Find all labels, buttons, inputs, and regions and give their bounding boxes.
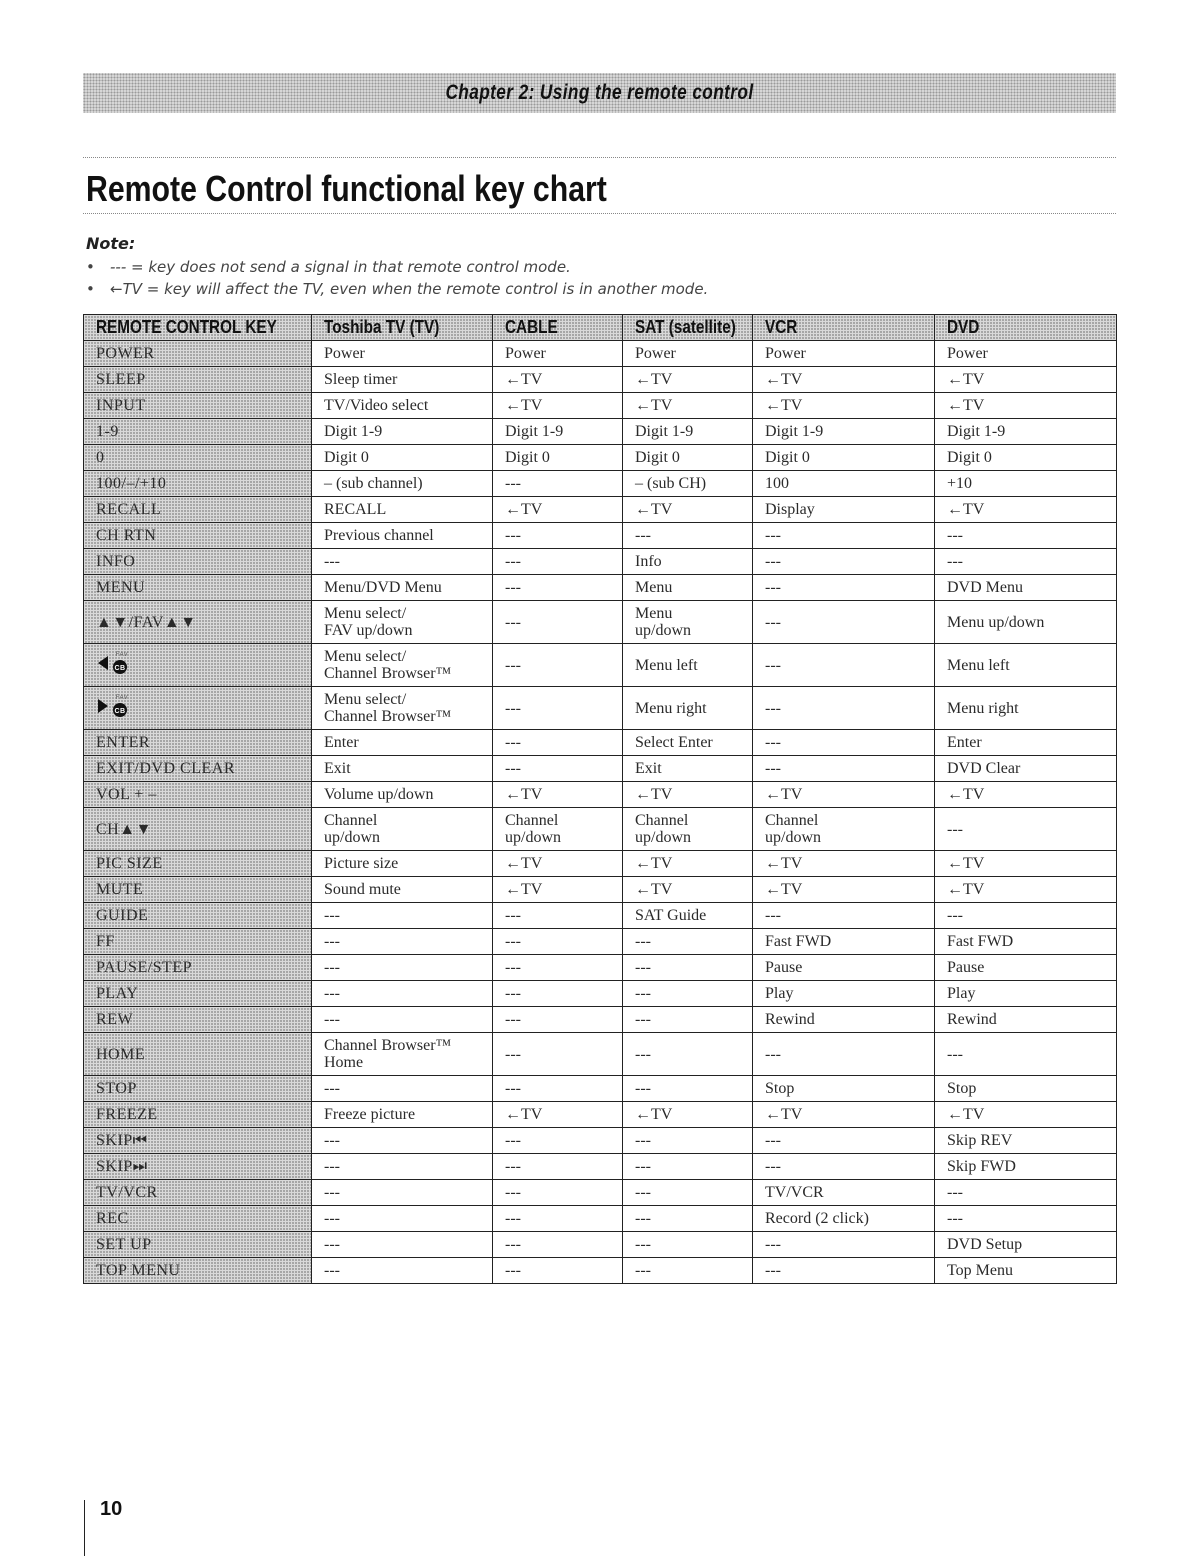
function-cell: DVD Setup [935, 1232, 1117, 1258]
function-cell: --- [493, 1154, 623, 1180]
function-cell: Record (2 click) [753, 1206, 935, 1232]
function-cell: --- [312, 1128, 493, 1154]
function-cell: --- [753, 1258, 935, 1284]
column-header-label: CABLE [505, 317, 558, 337]
function-cell: --- [493, 687, 623, 730]
page-title: Remote Control functional key chart [86, 168, 607, 209]
table-row [84, 877, 1117, 903]
remote-key-cell [84, 955, 312, 981]
function-cell: Menu select/ Channel Browser™ [312, 687, 493, 730]
column-header-label: DVD [947, 317, 980, 337]
function-cell: Exit [312, 756, 493, 782]
title-rule-top [83, 157, 1116, 158]
function-cell: --- [935, 1206, 1117, 1232]
function-cell: 100 [753, 471, 935, 497]
remote-key-label: PAUSE/STEP [96, 959, 192, 976]
function-cell: ←TV [753, 782, 935, 808]
function-cell: --- [623, 1033, 753, 1076]
function-cell: --- [623, 1232, 753, 1258]
function-cell: --- [623, 523, 753, 549]
table-row [84, 549, 1117, 575]
table-row [84, 1007, 1117, 1033]
remote-key-cell [84, 497, 312, 523]
function-cell: Channel up/down [493, 808, 623, 851]
table-row [84, 782, 1117, 808]
remote-key-cell [84, 1033, 312, 1076]
remote-key-label: REW [96, 1011, 134, 1028]
function-cell: --- [493, 471, 623, 497]
remote-key-cell [84, 687, 312, 730]
remote-key-label: HOME [96, 1045, 146, 1063]
function-cell: --- [493, 903, 623, 929]
table-row [84, 1258, 1117, 1284]
remote-key-cell [84, 549, 312, 575]
function-cell: RECALL [312, 497, 493, 523]
function-cell: --- [623, 1180, 753, 1206]
function-cell: Info [623, 549, 753, 575]
remote-key-label: RECALL [96, 501, 162, 518]
table-row [84, 756, 1117, 782]
remote-key-label: MUTE [96, 881, 144, 898]
column-header [753, 315, 935, 341]
key-chart-table [83, 314, 1117, 1284]
function-cell: --- [312, 955, 493, 981]
function-cell: – (sub channel) [312, 471, 493, 497]
function-cell: ←TV [493, 497, 623, 523]
function-cell: Power [493, 341, 623, 367]
function-cell: --- [623, 1258, 753, 1284]
function-cell: TV/Video select [312, 393, 493, 419]
svg-text:CB: CB [114, 708, 126, 715]
note-item [86, 258, 708, 276]
remote-key-cell [84, 1206, 312, 1232]
function-cell: Power [935, 341, 1117, 367]
function-cell: Sleep timer [312, 367, 493, 393]
function-cell: Top Menu [935, 1258, 1117, 1284]
function-cell: Fast FWD [753, 929, 935, 955]
function-cell: --- [312, 903, 493, 929]
function-cell: --- [623, 1007, 753, 1033]
table-row [84, 341, 1117, 367]
function-cell: ←TV [493, 393, 623, 419]
remote-key-cell [84, 367, 312, 393]
bullet-icon: • [86, 280, 95, 298]
function-cell: DVD Menu [935, 575, 1117, 601]
remote-key-cell [84, 877, 312, 903]
function-cell: --- [493, 730, 623, 756]
function-cell: Rewind [753, 1007, 935, 1033]
function-cell: --- [312, 1154, 493, 1180]
function-cell: --- [493, 601, 623, 644]
function-cell: Rewind [935, 1007, 1117, 1033]
remote-key-label: POWER [96, 345, 155, 362]
table-row [84, 687, 1117, 730]
remote-key-label: FF [96, 933, 115, 950]
function-cell: ←TV [753, 1102, 935, 1128]
remote-key-cell [84, 756, 312, 782]
remote-key-cell [84, 929, 312, 955]
function-cell: --- [493, 575, 623, 601]
function-cell: --- [753, 903, 935, 929]
function-cell: – (sub CH) [623, 471, 753, 497]
function-cell: Enter [312, 730, 493, 756]
function-cell: ←TV [935, 367, 1117, 393]
function-cell: ←TV [623, 782, 753, 808]
remote-key-label: ▲▼/FAV▲▼ [96, 613, 197, 631]
remote-key-label: SKIP⏮ [96, 1132, 148, 1149]
function-cell: Skip REV [935, 1128, 1117, 1154]
function-cell: ←TV [935, 497, 1117, 523]
svg-text:FAV: FAV [115, 652, 129, 658]
remote-key-label: 1-9 [96, 423, 119, 440]
function-cell: --- [623, 981, 753, 1007]
remote-key-cell [84, 341, 312, 367]
remote-key-cell [84, 808, 312, 851]
remote-key-label: CH▲▼ [96, 820, 152, 838]
function-cell: --- [753, 1154, 935, 1180]
function-cell: --- [493, 1258, 623, 1284]
function-cell: Digit 1-9 [312, 419, 493, 445]
remote-key-label: VOL + – [96, 786, 157, 803]
function-cell: Digit 0 [493, 445, 623, 471]
function-cell: --- [935, 1033, 1117, 1076]
function-cell: --- [753, 1128, 935, 1154]
function-cell: Menu right [935, 687, 1117, 730]
function-cell: Channel up/down [312, 808, 493, 851]
function-cell: --- [623, 1076, 753, 1102]
function-cell: --- [312, 1180, 493, 1206]
column-header [493, 315, 623, 341]
column-header [84, 315, 312, 341]
function-cell: ←TV [493, 851, 623, 877]
note-heading: Note: [86, 234, 136, 253]
function-cell: Digit 0 [623, 445, 753, 471]
function-cell: Power [623, 341, 753, 367]
table-row [84, 955, 1117, 981]
function-cell: --- [312, 981, 493, 1007]
remote-key-label: INPUT [96, 397, 146, 414]
table-row [84, 1180, 1117, 1206]
function-cell: --- [493, 1076, 623, 1102]
function-cell: --- [493, 1232, 623, 1258]
function-cell: SAT Guide [623, 903, 753, 929]
remote-key-label: PLAY [96, 985, 139, 1002]
function-cell: Menu [623, 575, 753, 601]
function-cell: Stop [753, 1076, 935, 1102]
column-header-label: Toshiba TV (TV) [324, 317, 440, 337]
function-cell: Channel up/down [623, 808, 753, 851]
table-row [84, 1232, 1117, 1258]
remote-key-cell [84, 1154, 312, 1180]
svg-text:FAV: FAV [115, 695, 129, 701]
remote-key-label: SLEEP [96, 371, 146, 388]
page-number-rule [84, 1500, 85, 1556]
note-item-text: --- = key does not send a signal in that remote control mode. [110, 258, 571, 276]
remote-key-label: 100/–/+10 [96, 475, 167, 492]
function-cell: ←TV [493, 1102, 623, 1128]
function-cell: --- [935, 808, 1117, 851]
remote-key-cell [84, 1258, 312, 1284]
function-cell: Menu select/ Channel Browser™ [312, 644, 493, 687]
table-header-row [84, 315, 1117, 341]
table-row [84, 1154, 1117, 1180]
function-cell: ←TV [623, 877, 753, 903]
function-cell: ←TV [493, 877, 623, 903]
page-number: 10 [100, 1498, 123, 1520]
remote-key-cell [84, 730, 312, 756]
function-cell: --- [312, 1206, 493, 1232]
remote-key-label: REC [96, 1210, 129, 1227]
function-cell: Channel up/down [753, 808, 935, 851]
table-row [84, 393, 1117, 419]
table-row [84, 851, 1117, 877]
function-cell: Menu up/down [935, 601, 1117, 644]
function-cell: Digit 0 [312, 445, 493, 471]
function-cell: Enter [935, 730, 1117, 756]
function-cell: --- [753, 523, 935, 549]
table-row [84, 981, 1117, 1007]
remote-key-cell [84, 644, 312, 687]
table-body [84, 341, 1117, 1284]
function-cell: ←TV [623, 497, 753, 523]
function-cell: ←TV [623, 393, 753, 419]
function-cell: ←TV [935, 877, 1117, 903]
remote-key-label: CH RTN [96, 527, 157, 544]
remote-key-cell [84, 419, 312, 445]
note-block [86, 234, 708, 298]
function-cell: --- [493, 644, 623, 687]
remote-key-label: TV/VCR [96, 1184, 158, 1201]
function-cell: --- [753, 549, 935, 575]
function-cell: Pause [935, 955, 1117, 981]
function-cell: --- [935, 903, 1117, 929]
remote-key-label: SET UP [96, 1236, 152, 1253]
function-cell: ←TV [935, 1102, 1117, 1128]
function-cell: --- [623, 929, 753, 955]
remote-key-cell [84, 1128, 312, 1154]
function-cell: ←TV [935, 393, 1117, 419]
remote-key-cell [84, 1076, 312, 1102]
column-header-label: VCR [765, 317, 798, 337]
table-row [84, 808, 1117, 851]
remote-key-cell [84, 393, 312, 419]
function-cell: +10 [935, 471, 1117, 497]
function-cell: --- [935, 523, 1117, 549]
function-cell: Menu left [623, 644, 753, 687]
function-cell: --- [493, 981, 623, 1007]
function-cell: Skip FWD [935, 1154, 1117, 1180]
function-cell: ←TV [935, 782, 1117, 808]
function-cell: --- [493, 1180, 623, 1206]
function-cell: Stop [935, 1076, 1117, 1102]
left-arrow-cb-icon [96, 648, 130, 682]
table-row [84, 903, 1117, 929]
remote-key-label: STOP [96, 1080, 137, 1097]
bullet-icon: • [86, 258, 95, 276]
function-cell: ←TV [753, 851, 935, 877]
function-cell: Volume up/down [312, 782, 493, 808]
function-cell: Channel Browser™ Home [312, 1033, 493, 1076]
table-row [84, 1102, 1117, 1128]
function-cell: --- [493, 955, 623, 981]
remote-key-cell [84, 1232, 312, 1258]
function-cell: ←TV [753, 877, 935, 903]
function-cell: --- [312, 929, 493, 955]
function-cell: --- [312, 1007, 493, 1033]
function-cell: Picture size [312, 851, 493, 877]
remote-key-cell [84, 575, 312, 601]
table-row [84, 497, 1117, 523]
function-cell: Digit 1-9 [623, 419, 753, 445]
function-cell: ←TV [623, 851, 753, 877]
column-header-label: REMOTE CONTROL KEY [96, 317, 277, 337]
function-cell: Power [753, 341, 935, 367]
function-cell: --- [623, 1128, 753, 1154]
table-row [84, 644, 1117, 687]
function-cell: --- [493, 523, 623, 549]
function-cell: --- [312, 549, 493, 575]
function-cell: --- [623, 1154, 753, 1180]
function-cell: ←TV [493, 367, 623, 393]
function-cell: Digit 1-9 [753, 419, 935, 445]
remote-key-cell [84, 981, 312, 1007]
table-row [84, 575, 1117, 601]
function-cell: --- [753, 1232, 935, 1258]
function-cell: Play [753, 981, 935, 1007]
function-cell: --- [493, 549, 623, 575]
function-cell: Menu up/down [623, 601, 753, 644]
remote-key-label: ENTER [96, 734, 151, 751]
function-cell: --- [493, 1033, 623, 1076]
remote-key-cell [84, 471, 312, 497]
table-row [84, 471, 1117, 497]
function-cell: --- [493, 1128, 623, 1154]
function-cell: Display [753, 497, 935, 523]
function-cell: Menu right [623, 687, 753, 730]
column-header-label: SAT (satellite) [635, 317, 736, 337]
table-row [84, 1128, 1117, 1154]
remote-key-label: SKIP⏭ [96, 1158, 148, 1175]
function-cell: Fast FWD [935, 929, 1117, 955]
function-cell: --- [935, 1180, 1117, 1206]
function-cell: ←TV [753, 393, 935, 419]
remote-key-cell [84, 903, 312, 929]
function-cell: --- [312, 1076, 493, 1102]
remote-key-label: 0 [96, 449, 105, 466]
function-cell: ←TV [493, 782, 623, 808]
function-cell: --- [753, 601, 935, 644]
table-row [84, 419, 1117, 445]
function-cell: --- [312, 1258, 493, 1284]
function-cell: --- [753, 756, 935, 782]
remote-key-cell [84, 445, 312, 471]
function-cell: Exit [623, 756, 753, 782]
function-cell: Digit 0 [753, 445, 935, 471]
remote-key-label: FREEZE [96, 1106, 158, 1123]
remote-key-cell [84, 1180, 312, 1206]
function-cell: --- [753, 575, 935, 601]
remote-key-label: PIC SIZE [96, 855, 163, 872]
chapter-header-bar [83, 73, 1116, 113]
function-cell: --- [753, 644, 935, 687]
function-cell: Freeze picture [312, 1102, 493, 1128]
table-row [84, 730, 1117, 756]
chapter-header: Chapter 2: Using the remote control [445, 81, 754, 104]
function-cell: --- [623, 955, 753, 981]
remote-key-cell [84, 1007, 312, 1033]
svg-text:CB: CB [114, 665, 126, 672]
function-cell: Select Enter [623, 730, 753, 756]
function-cell: --- [753, 730, 935, 756]
title-rule-bottom [83, 213, 1116, 214]
remote-key-cell [84, 782, 312, 808]
remote-key-label: MENU [96, 579, 146, 596]
table-row [84, 523, 1117, 549]
function-cell: ←TV [623, 1102, 753, 1128]
function-cell: --- [935, 549, 1117, 575]
function-cell: ←TV [623, 367, 753, 393]
note-item [86, 280, 708, 298]
function-cell: --- [493, 756, 623, 782]
note-item-text: ←TV = key will affect the TV, even when the remote control is in another mode. [110, 280, 709, 298]
function-cell: --- [753, 687, 935, 730]
table-row [84, 601, 1117, 644]
table-row [84, 929, 1117, 955]
remote-key-cell [84, 523, 312, 549]
column-header [935, 315, 1117, 341]
function-cell: --- [623, 1206, 753, 1232]
function-cell: Power [312, 341, 493, 367]
remote-key-label: EXIT/DVD CLEAR [96, 760, 235, 777]
function-cell: Digit 1-9 [493, 419, 623, 445]
function-cell: --- [493, 929, 623, 955]
function-cell: Menu/DVD Menu [312, 575, 493, 601]
function-cell: Sound mute [312, 877, 493, 903]
column-header [623, 315, 753, 341]
function-cell: Digit 1-9 [935, 419, 1117, 445]
table-row [84, 1076, 1117, 1102]
function-cell: Digit 0 [935, 445, 1117, 471]
remote-key-cell [84, 1102, 312, 1128]
table-row [84, 445, 1117, 471]
function-cell: Previous channel [312, 523, 493, 549]
table-row [84, 1206, 1117, 1232]
column-header [312, 315, 493, 341]
function-cell: TV/VCR [753, 1180, 935, 1206]
function-cell: --- [312, 1232, 493, 1258]
remote-key-label: TOP MENU [96, 1262, 181, 1279]
remote-key-cell [84, 851, 312, 877]
right-arrow-cb-icon [96, 691, 130, 725]
remote-key-label: GUIDE [96, 907, 149, 924]
function-cell: --- [493, 1206, 623, 1232]
function-cell: Menu left [935, 644, 1117, 687]
function-cell: Pause [753, 955, 935, 981]
table-row [84, 1033, 1117, 1076]
function-cell: Play [935, 981, 1117, 1007]
function-cell: ←TV [935, 851, 1117, 877]
function-cell: Menu select/ FAV up/down [312, 601, 493, 644]
function-cell: DVD Clear [935, 756, 1117, 782]
remote-key-label: INFO [96, 553, 136, 570]
table-row [84, 367, 1117, 393]
function-cell: ←TV [753, 367, 935, 393]
remote-key-cell [84, 601, 312, 644]
function-cell: --- [493, 1007, 623, 1033]
function-cell: --- [753, 1033, 935, 1076]
